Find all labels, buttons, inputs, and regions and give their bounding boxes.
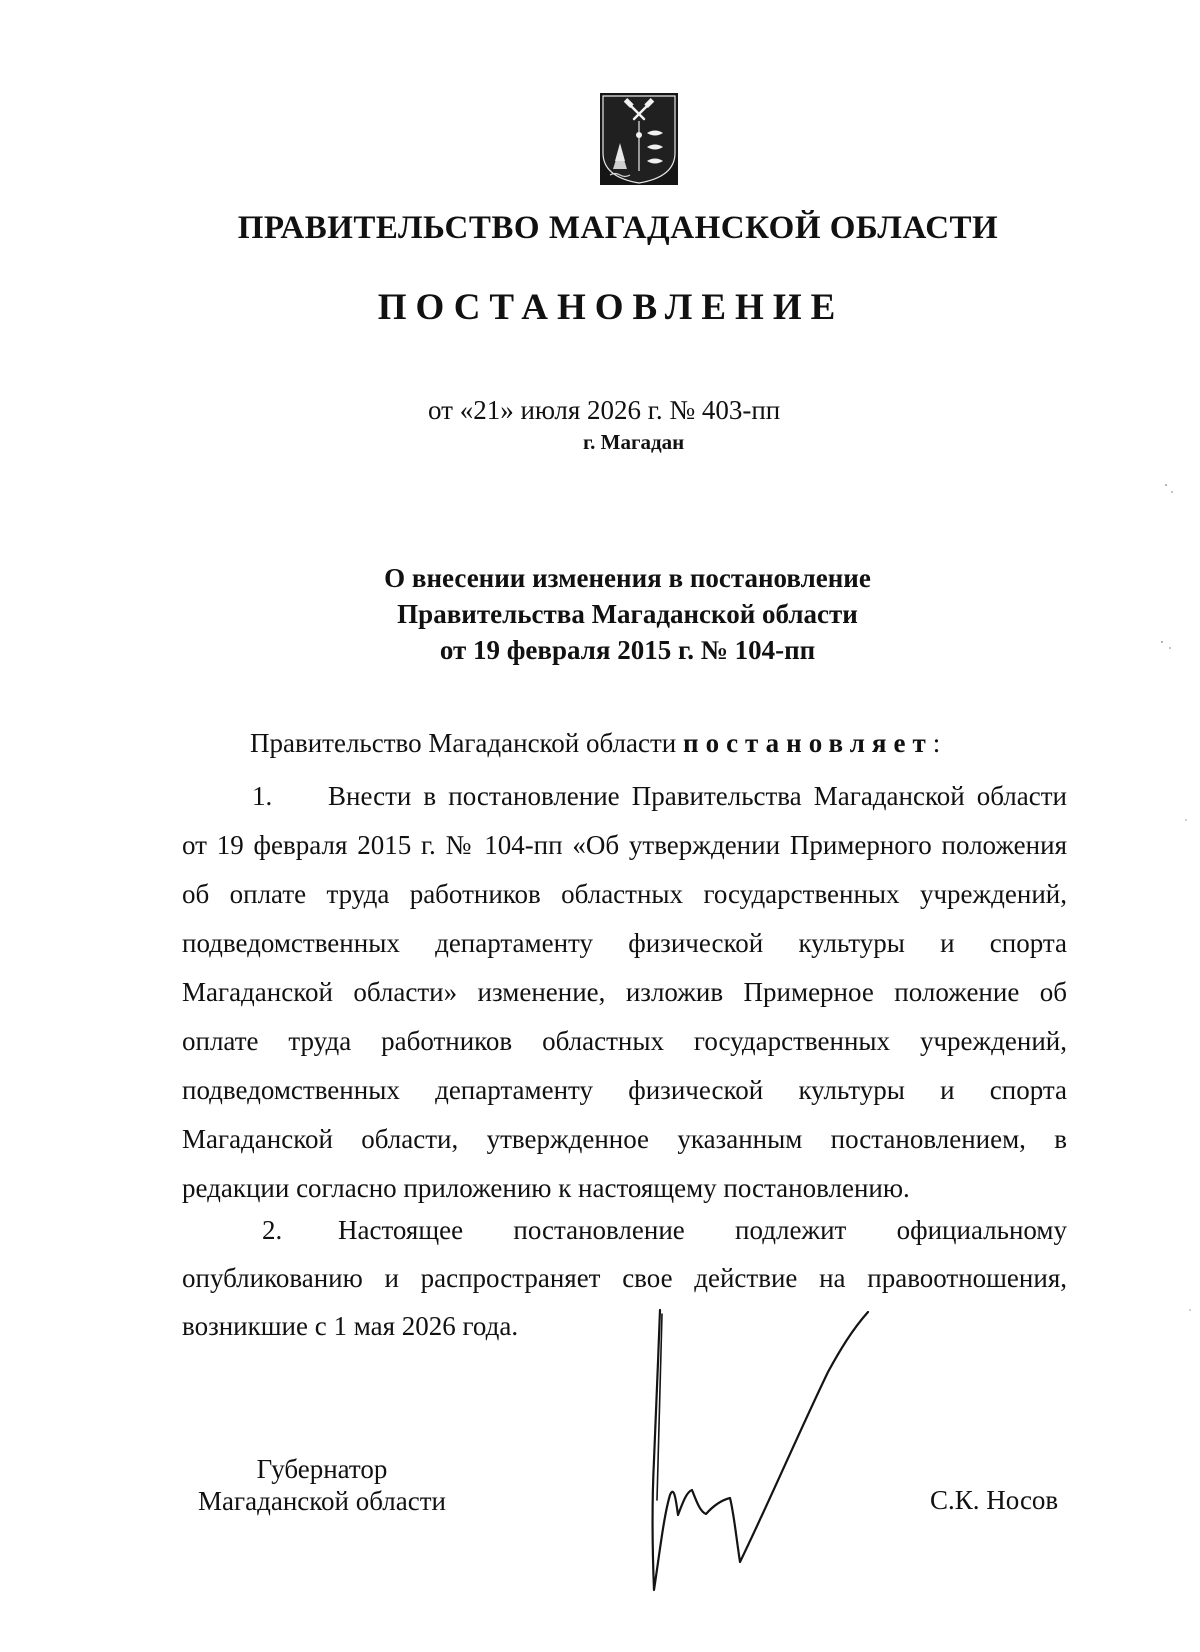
subject-line: Правительства Магаданской области bbox=[397, 599, 858, 629]
document-date-number: от «21» июля 2026 г. № 403-пп bbox=[428, 395, 781, 425]
handwritten-signature-icon bbox=[630, 1300, 900, 1600]
document-subject bbox=[0, 560, 1200, 668]
position-line: Губернатор bbox=[256, 1454, 388, 1484]
intro-emphasis: постановляет bbox=[683, 728, 933, 758]
intro-text: Правительство Магаданской области bbox=[250, 728, 677, 758]
item-number: 2. bbox=[262, 1215, 283, 1245]
signatory-name: С.К. Носов bbox=[930, 1485, 1059, 1515]
government-name: ПРАВИТЕЛЬСТВО МАГАДАНСКОЙ ОБЛАСТИ bbox=[237, 210, 999, 246]
magadan-coat-of-arms-icon bbox=[600, 93, 678, 185]
item-text: Внести в постановление Правительства Магаданской области от 19 февраля 2015 г. № 104-пп «Об утверждении Примерного положения об оплате труда работников областных государственных учреждений, подведомственных департаменту физической культуры и спорта Магаданской области» изменение, изложив Примерное положение об оплате труда работников областных государственных учреждений, подведомственных департаменту физической культуры и спорта Магаданской области, утвержденное указанным постановлением, в редакции согласно приложению к настоящему постановлению. bbox=[182, 781, 1067, 1203]
position-line: Магаданской области bbox=[198, 1486, 446, 1516]
subject-line: О внесении изменения в постановление bbox=[384, 563, 871, 593]
resolution-intro bbox=[250, 728, 940, 759]
signatory-position bbox=[192, 1453, 452, 1517]
document-city: г. Магадан bbox=[583, 430, 685, 454]
resolution-item-1 bbox=[182, 772, 1067, 1213]
item-text: Настоящее постановление подлежит официальному опубликованию и распространяет свое действие на правоотношения, возникшие с 1 мая 2026 года. bbox=[182, 1215, 1067, 1341]
subject-line: от 19 февраля 2015 г. № 104-пп bbox=[439, 635, 816, 665]
intro-colon: : bbox=[932, 728, 941, 758]
resolution-item-2 bbox=[182, 1206, 1067, 1350]
item-number: 1. bbox=[252, 781, 273, 811]
document-type: ПОСТАНОВЛЕНИЕ bbox=[377, 287, 845, 328]
